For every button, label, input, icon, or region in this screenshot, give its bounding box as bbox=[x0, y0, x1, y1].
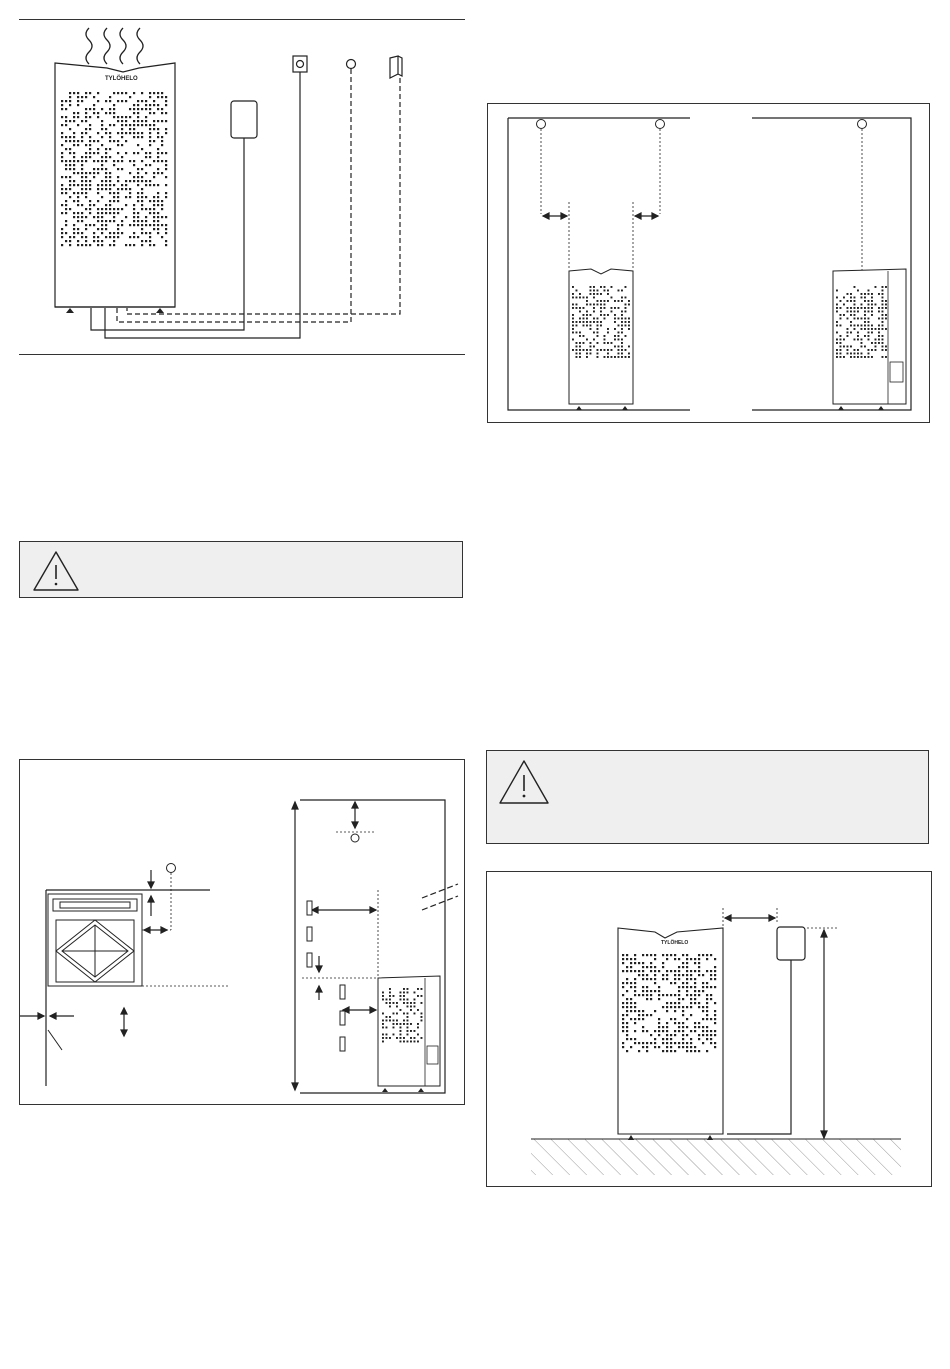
side-clearance-svg bbox=[488, 104, 931, 424]
warning-box bbox=[19, 541, 463, 598]
control-panel-icon bbox=[777, 927, 805, 960]
figure-installation-distances bbox=[19, 759, 465, 1105]
floor-hatch bbox=[531, 1139, 901, 1175]
control-panel-height-svg bbox=[487, 872, 933, 1188]
sensor-icon bbox=[347, 60, 356, 69]
heater-logo: TYLÖHELO bbox=[661, 940, 689, 946]
sensor-icon bbox=[167, 864, 176, 873]
sensor-icon bbox=[858, 120, 867, 129]
warning-triangle-icon bbox=[31, 548, 81, 594]
ceiling-sensors bbox=[537, 120, 867, 129]
heater-unit-side bbox=[833, 269, 906, 404]
heat-wave-icon bbox=[86, 28, 143, 64]
warning-triangle-icon bbox=[497, 757, 551, 807]
installation-distances-svg bbox=[20, 760, 466, 1106]
leader-line bbox=[48, 1030, 62, 1050]
sensor-icon bbox=[656, 120, 665, 129]
figure-control-panel-height bbox=[486, 871, 932, 1187]
connection-diagram-svg bbox=[19, 20, 465, 356]
clearance-guides bbox=[541, 129, 862, 272]
dimension-arrows bbox=[543, 213, 658, 219]
heater-feet bbox=[66, 308, 164, 313]
figure-side-clearance bbox=[487, 103, 930, 423]
elevation-dimension-arrows bbox=[292, 802, 376, 1090]
warning-box bbox=[486, 750, 929, 844]
figure-connection-diagram bbox=[19, 19, 465, 355]
wall-vents bbox=[307, 901, 345, 1051]
heater-top-view bbox=[48, 894, 142, 986]
sensor-icon bbox=[351, 834, 359, 842]
break-lines bbox=[422, 884, 458, 910]
dimension-arrows bbox=[725, 915, 827, 1138]
relay-box-icon bbox=[293, 56, 307, 72]
control-cable bbox=[727, 960, 791, 1134]
heater-unit-side bbox=[378, 976, 440, 1086]
control-panel-icon bbox=[231, 101, 257, 138]
sensor-icon bbox=[537, 120, 546, 129]
door-switch-icon bbox=[390, 56, 402, 78]
heater-unit-front bbox=[569, 269, 633, 404]
heater-logo: TYLÖHELO bbox=[105, 76, 138, 82]
heater-feet bbox=[382, 1088, 424, 1092]
